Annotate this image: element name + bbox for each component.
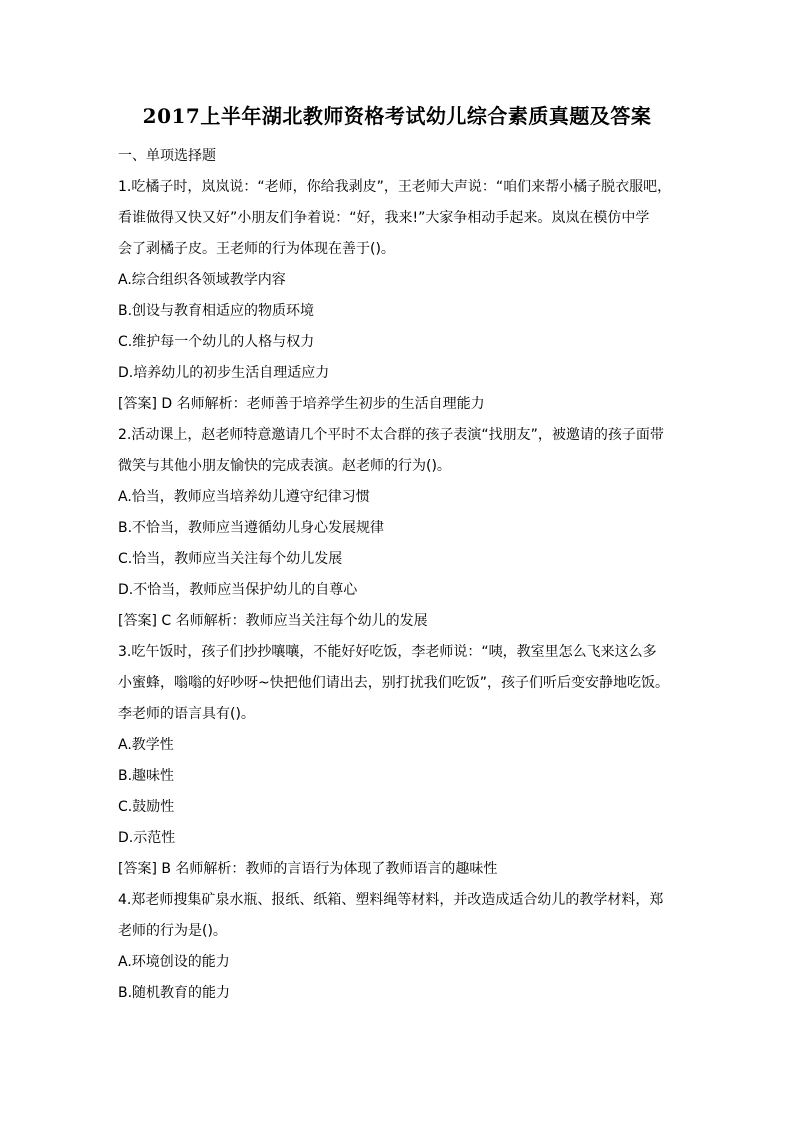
- question-4-option-a: A.环境创设的能力: [118, 954, 230, 970]
- question-3-option-a: A.教学性: [118, 737, 174, 753]
- question-2-option-d: D.不恰当，教师应当保护幼儿的自尊心: [118, 582, 358, 598]
- question-1-stem-line-3: 会了剥橘子皮。王老师的行为体现在善于()。: [118, 241, 395, 257]
- question-3-option-c: C.鼓励性: [118, 799, 175, 815]
- document-title: 2017上半年湖北教师资格考试幼儿综合素质真题及答案: [142, 104, 652, 128]
- question-3-option-b: B.趣味性: [118, 768, 175, 784]
- question-1-stem-line-2: 看谁做得又快又好”小朋友们争着说：“好，我来!”大家争相动手起来。岚岚在模仿中学: [118, 210, 650, 226]
- question-2-answer: [答案] C 名师解析：教师应当关注每个幼儿的发展: [118, 613, 428, 629]
- question-4-option-b: B.随机教育的能力: [118, 985, 231, 1001]
- question-2-option-c: C.恰当，教师应当关注每个幼儿发展: [118, 551, 343, 567]
- question-1-stem-line-1: 1.吃橘子时，岚岚说：“老师，你给我剥皮”，王老师大声说：“咱们来帮小橘子脱衣服吧，: [118, 179, 672, 195]
- question-2-stem-line-1: 2.活动课上，赵老师特意邀请几个平时不太合群的孩子表演“找朋友”，被邀请的孩子面带: [118, 427, 664, 443]
- question-2-option-b: B.不恰当，教师应当遵循幼儿身心发展规律: [118, 520, 385, 536]
- question-1-option-a: A.综合组织各领域教学内容: [118, 272, 286, 288]
- question-1-option-b: B.创设与教育相适应的物质环境: [118, 303, 315, 319]
- question-2-option-a: A.恰当，教师应当培养幼儿遵守纪律习惯: [118, 489, 370, 505]
- section-heading: 一、单项选择题: [118, 148, 216, 164]
- question-3-stem-line-2: 小蜜蜂，嗡嗡的好吵呀~快把他们请出去，别打扰我们吃饭”，孩子们听后变安静地吃饭。: [118, 675, 669, 691]
- question-1-answer: [答案] D 名师解析：老师善于培养学生初步的生活自理能力: [118, 396, 485, 412]
- question-3-option-d: D.示范性: [118, 830, 176, 846]
- question-3-stem-line-3: 李老师的语言具有()。: [118, 706, 255, 722]
- question-2-stem-line-2: 微笑与其他小朋友愉快的完成表演。赵老师的行为()。: [118, 458, 451, 474]
- question-4-stem-line-2: 老师的行为是()。: [118, 923, 227, 939]
- document-body: [118, 141, 678, 1009]
- question-3-stem-line-1: 3.吃午饭时，孩子们抄抄嚷嚷，不能好好吃饭，李老师说：“咦，教室里怎么飞来这么多: [118, 644, 657, 660]
- question-3-answer: [答案] B 名师解析：教师的言语行为体现了教师语言的趣味性: [118, 861, 498, 877]
- question-4-stem-line-1: 4.郑老师搜集矿泉水瓶、报纸、纸箱、塑料绳等材料，并改造成适合幼儿的教学材料，郑: [118, 892, 664, 908]
- question-1-option-c: C.维护每一个幼儿的人格与权力: [118, 334, 315, 350]
- question-1-option-d: D.培养幼儿的初步生活自理适应力: [118, 365, 330, 381]
